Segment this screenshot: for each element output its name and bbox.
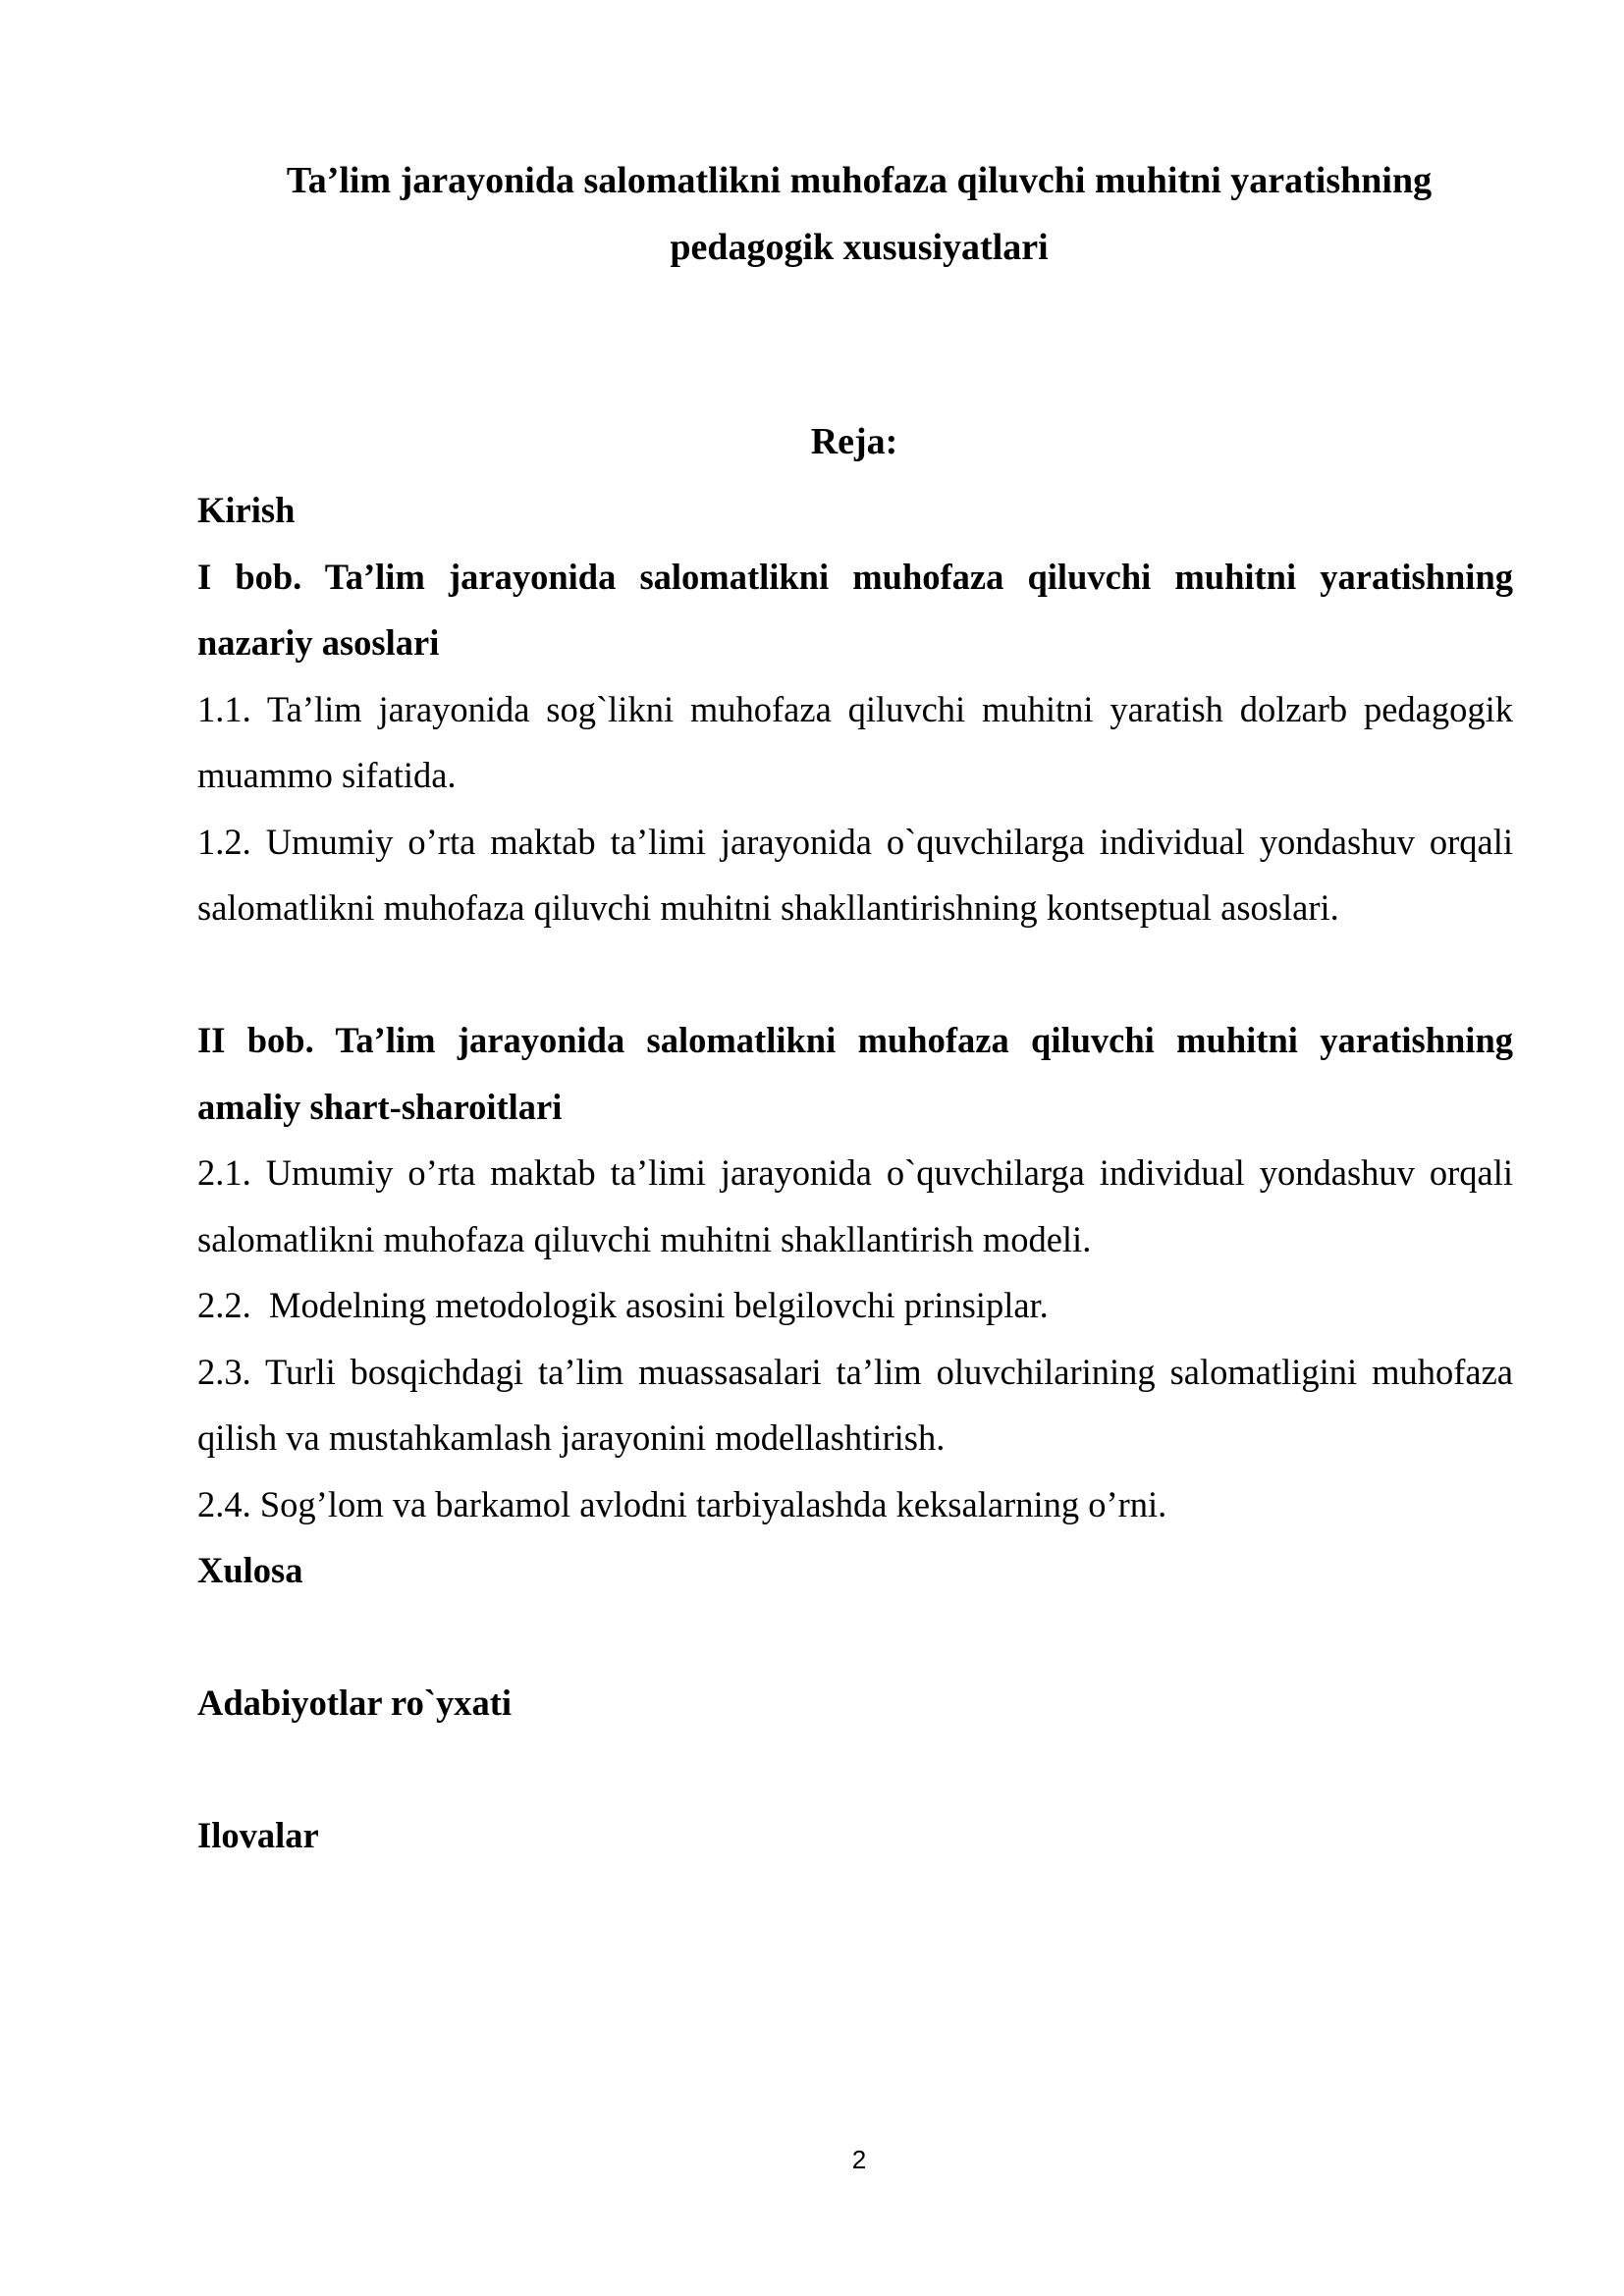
toc-item-2-4: 2.4. Sog’lom va barkamol avlodni tarbiyalashda keksalarning o’rni. [197, 1483, 1167, 1524]
toc-item-2-1: 2.1. Umumiy o’rta maktab ta’limi jarayonida o`quvchilarga individual yondashuv orqali salomatlikni muhofaza qiluvchi muhitni shakllantirish modeli. [197, 1152, 1513, 1259]
toc-item-1-1: 1.1. Ta’lim jarayonida sog`likni muhofaza qiluvchi muhitni yaratish dolzarb pedagogik muammo sifatida. [197, 688, 1513, 795]
table-of-contents [197, 477, 1513, 1869]
spacer [197, 941, 1513, 1008]
chapter-2-heading: II bob. Ta’lim jarayonida salomatlikni muhofaza qiluvchi muhitni yaratishning amaliy shart-sharoitlari [197, 1020, 1513, 1127]
spacer [197, 1604, 1513, 1671]
toc-conclusion: Xulosa [197, 1550, 303, 1590]
toc-item-2-2: 2.2. Modelning metodologik asosini belgilovchi prinsiplar. [197, 1285, 1049, 1325]
document-title [196, 147, 1522, 281]
chapter-1-heading: I bob. Ta’lim jarayonida salomatlikni muhofaza qiluvchi muhitni yaratishning nazariy asoslari [197, 556, 1513, 663]
title-line-2: pedagogik xususiyatlari [670, 227, 1049, 268]
plan-heading: Reja: [810, 421, 898, 462]
toc-appendices: Ilovalar [197, 1815, 319, 1855]
toc-references: Adabiyotlar ro`yxati [197, 1682, 513, 1723]
spacer [197, 1736, 1513, 1803]
title-line-1: Ta’lim jarayonida salomatlikni muhofaza qiluvchi muhitni yaratishning [286, 160, 1433, 201]
toc-intro: Kirish [197, 490, 296, 530]
toc-item-1-2: 1.2. Umumiy o’rta maktab ta’limi jarayonida o`quvchilarga individual yondashuv orqali salomatlikni muhofaza qiluvchi muhitni shakllantirishning kontseptual asoslari. [197, 821, 1513, 928]
toc-item-2-3: 2.3. Turli bosqichdagi ta’lim muassasalari ta’lim oluvchilarining salomatligini muhofaza qilish va mustahkamlash jarayonini modellashtirish. [197, 1351, 1513, 1458]
page-number: 2 [851, 2145, 867, 2174]
